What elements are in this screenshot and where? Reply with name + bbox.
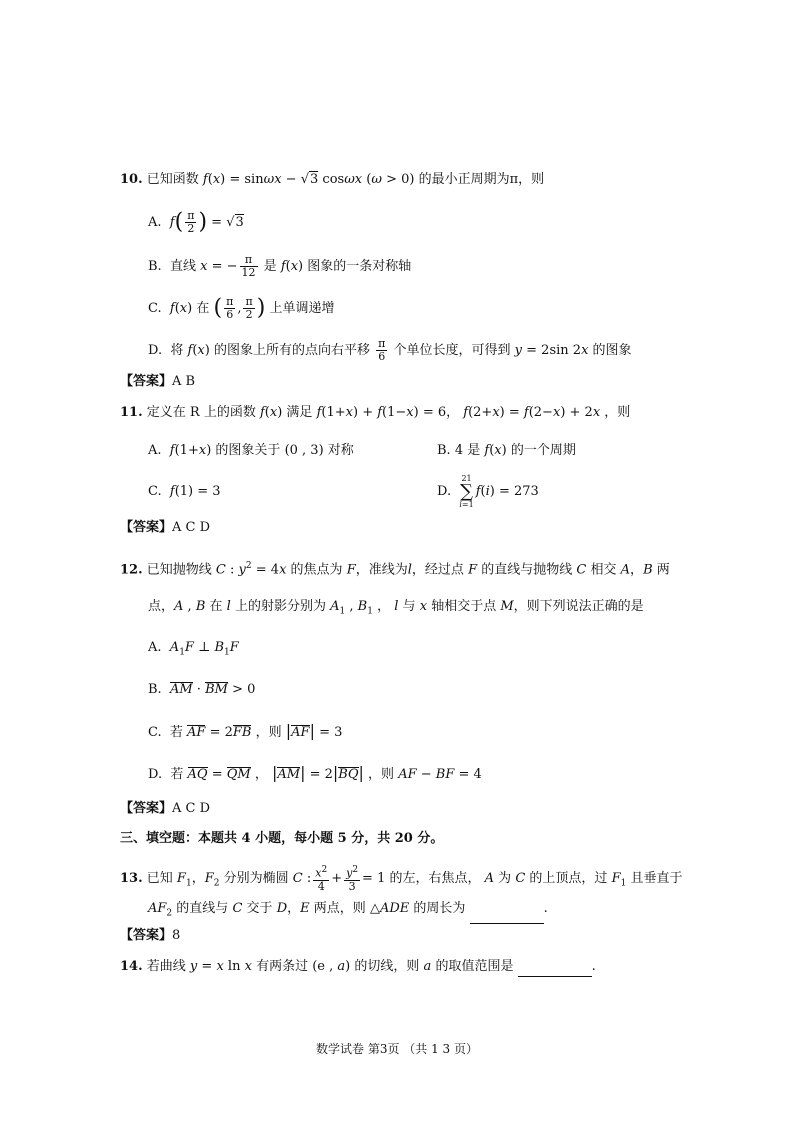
q13-stem-line2: $AF_2$ 的直线与 C 交于 D，E 两点，则 △ADE 的周长为 . xyxy=(148,899,548,924)
q14-answer-blank[interactable] xyxy=(518,962,592,977)
q12-stem-line2: 点，A , B 在 l 上的射影分别为 $A_1$ , $B_1$ ， l 与 x 轴相交于点 M，则下列说法正确的是 xyxy=(148,599,644,617)
q12-stem: 12. 已知抛物线 C : $y^2 = 4x$ 的焦点为 F，准线为l，经过点 F 的直线与抛物线 C 相交 A，B 两 xyxy=(120,561,670,578)
q13-answer-blank[interactable] xyxy=(470,909,544,924)
q12-answer: 【答案】A C D xyxy=(120,801,211,816)
q13-stem: 13. 已知 $F_1$，$F_2$ 分别为椭圆 C : $\frac{x^2}{4}$ + $\frac{y^2}{3}$ = 1 的左，右焦点， A 为 C 的上顶点，过 $F_1$ 且垂直于 xyxy=(120,865,683,893)
q14-stem: 14. 若曲线 y = x ln x 有两条过 (e , a) 的切线，则 a 的取值范围是 . xyxy=(120,957,596,977)
q10-option-a: A. f( $\frac{\pi}{2}$ ) = √3 xyxy=(148,209,244,235)
q10-option-d: D. 将 f(x) 的图象上所有的点向右平移 $\frac{\pi}{6}$ 个单位长度，可得到 y = 2sin 2x 的图象 xyxy=(148,337,632,363)
section-3-heading: 三、填空题：本题共 4 小题，每小题 5 分，共 20 分。 xyxy=(120,831,444,846)
q12-option-d: D. 若 AQ = QM ， |AM| = 2|BQ| ，则 AF − BF = 4 xyxy=(148,763,482,782)
q11-option-c: C. f(1) = 3 xyxy=(148,484,221,499)
q11-option-a: A. f(1+x) 的图象关于 (0 , 3) 对称 xyxy=(148,443,354,458)
q11-option-b: B. 4 是 f(x) 的一个周期 xyxy=(437,443,576,458)
q12-option-a: A. $A_1F$ ⊥ $B_1F$ xyxy=(148,640,239,658)
q11-stem: 11. 定义在 R 上的函数 f(x) 满足 f(1+x) + f(1−x) = 6， f(2+x) = f(2−x) + 2x ，则 xyxy=(120,405,631,420)
q10-option-c: C. f(x) 在 ( $\frac{\pi}{6}$ , $\frac{\pi}{2}$ ) 上单调递增 xyxy=(148,295,335,321)
q10-number: 10. xyxy=(120,172,143,187)
q10-answer: 【答案】A B xyxy=(120,374,196,389)
q11-answer: 【答案】A C D xyxy=(120,520,211,535)
q10-stem: 10. 已知函数 f(x) = sinωx − √3 cosωx (ω > 0) 的最小正周期为π，则 xyxy=(120,172,545,187)
q12-option-b: B. AM · BM > 0 xyxy=(148,682,256,697)
page-footer: 数学试卷 第3页 （共 1 3 页） xyxy=(316,1042,478,1056)
q13-answer: 【答案】8 xyxy=(120,928,181,943)
q12-option-c: C. 若 AF = 2FB ，则 |AF| = 3 xyxy=(148,721,343,740)
q11-option-d: D. 21 ∑ i=1f(i) = 273 xyxy=(437,473,539,509)
q10-option-b: B. 直线 x = − $\frac{\pi}{12}$ 是 f(x) 图象的一条对称轴 xyxy=(148,253,412,279)
